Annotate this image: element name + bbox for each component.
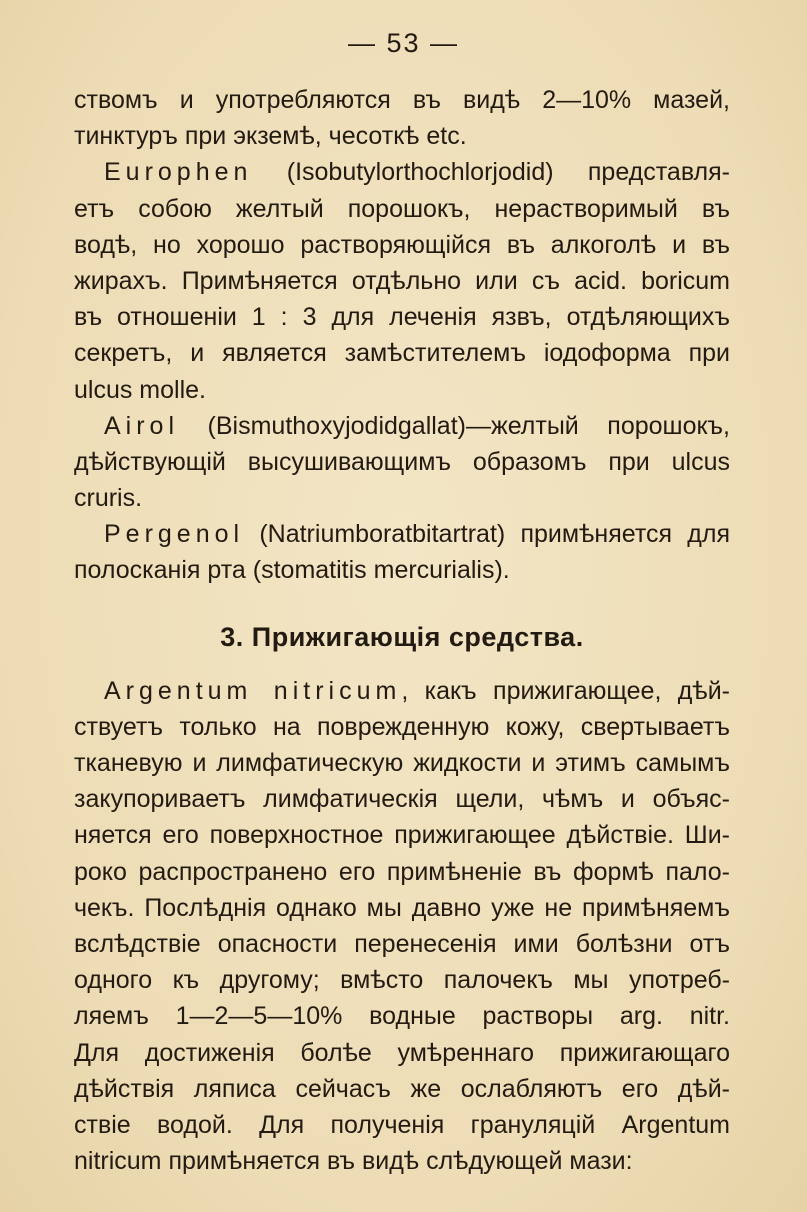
text-line: Для достиженія болѣе умѣреннаго прижигающаго	[74, 1038, 730, 1067]
term-argentum-nitricum: Argentum nitricum	[104, 676, 402, 705]
text-line: cruris.	[74, 484, 143, 513]
text-line: ляемъ 1—2—5—10% водные растворы arg. nitr.	[74, 1002, 730, 1031]
section-heading: 3. Прижигающія средства.	[220, 621, 584, 652]
text-line: дѣйствующій высушивающимъ образомъ при ulcus	[74, 447, 730, 476]
text-line: вслѣдствіе опасности перенесенія ими болѣзни отъ	[74, 929, 730, 958]
section-spacer	[74, 663, 730, 673]
text-line: дѣйствія ляписа сейчасъ же ослабляютъ его дѣй-	[74, 1074, 730, 1103]
text-line: одного къ другому; вмѣсто палочекъ мы употреб-	[74, 966, 730, 995]
text-fragment: , какъ прижигающее, дѣй-	[401, 676, 730, 705]
paragraph-start-pergenol	[74, 516, 730, 552]
text-fragment: (Bismuthoxyjodidgallat)—желтый порошокъ,	[179, 411, 730, 440]
paragraph-start-argentum	[74, 673, 730, 709]
text-line: тканевую и лимфатическую жидкости и этимъ самымъ	[74, 749, 730, 777]
text-line: водѣ, но хорошо растворяющійся въ алкоголѣ и въ	[74, 230, 730, 259]
text-line: въ отношеніи 1 : 3 для леченія язвъ, отдѣляющихъ	[74, 303, 730, 332]
paragraph-start-europhen	[74, 154, 730, 190]
text-line: закупориваетъ лимфатическія щели, чѣмъ и объяс-	[74, 785, 730, 814]
page-body	[74, 82, 730, 1179]
text-fragment: (Isobutylorthochlorjodid) представля-	[252, 158, 730, 187]
text-line: няется его поверхностное прижигающее дѣйствіе. Ши-	[74, 821, 730, 850]
section-spacer	[74, 589, 730, 611]
text-line: полосканія рта (stomatitis mercurialis).	[74, 556, 510, 585]
paragraph-start-airol	[74, 408, 730, 444]
term-europhen: Europhen	[104, 158, 253, 187]
text-line: жирахъ. Примѣняется отдѣльно или съ acid. boricum	[74, 266, 730, 295]
term-pergenol: Pergenol	[104, 520, 245, 549]
text-line: ulcus molle.	[74, 375, 206, 404]
text-line: секретъ, и является замѣстителемъ іодоформа при	[74, 339, 730, 368]
text-fragment: (Natriumboratbitartrat) примѣняется для	[244, 520, 730, 549]
term-airol: Airol	[104, 411, 180, 440]
text-line: ствуетъ только на поврежденную кожу, свертываетъ	[74, 712, 730, 741]
text-line: роко распространено его примѣненіе въ формѣ пало-	[74, 857, 730, 886]
text-line: тинктуръ при экземѣ, чесоткѣ etc.	[74, 122, 467, 151]
page-number: — 53 —	[347, 28, 460, 58]
text-line: етъ собою желтый порошокъ, нерастворимый въ	[74, 194, 730, 223]
text-line: nitricum примѣняется въ видѣ слѣдующей мази:	[74, 1147, 633, 1176]
text-line: чекъ. Послѣднія однако мы давно уже не примѣняемъ	[74, 893, 730, 922]
text-line: ствіе водой. Для полученія грануляцій Argentum	[74, 1110, 730, 1139]
text-line: ствомъ и употребляются въ видѣ 2—10% мазей,	[74, 86, 730, 114]
